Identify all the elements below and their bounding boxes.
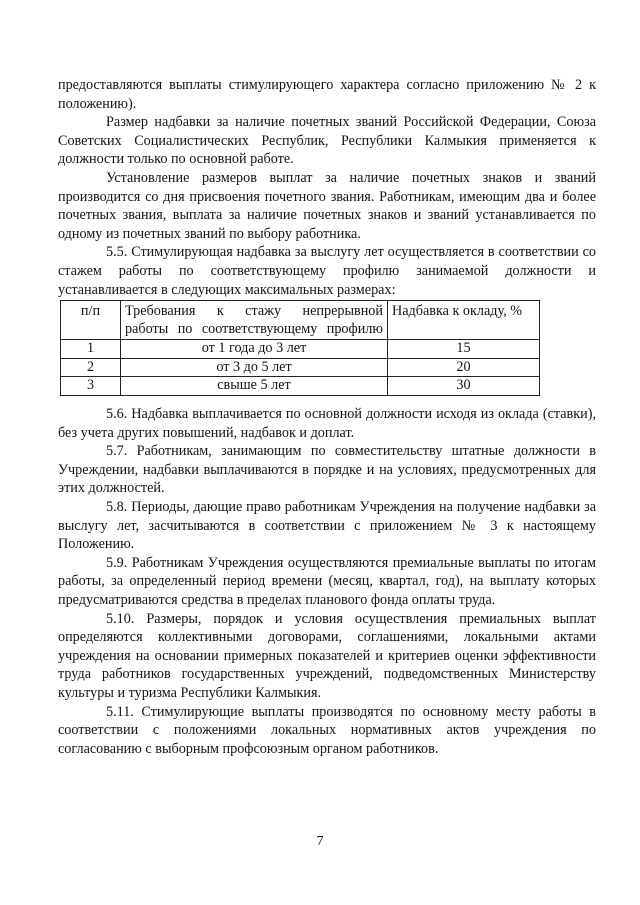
paragraph-honorary-titles-payment: Установление размеров выплат за наличие почетных знаков и званий производится со дня присвоения почетного звания. Работникам, имеющим два и более почетных звания, выплата за наличие почетных знаков и званий устанавливается по одному из почетных званий по выбору работника. [58, 169, 596, 242]
page-number: 7 [316, 834, 324, 849]
row-number: 3 [61, 377, 121, 396]
row-number: 2 [61, 358, 121, 377]
row-bonus: 20 [388, 358, 540, 377]
paragraph-5-5-seniority-bonus: 5.5. Стимулирующая надбавка за выслугу лет осуществляется в соответствии со стажем работы по соответствующему профилю занимаемой должности и устанавливается в следующих максимальных размерах: [58, 244, 596, 298]
table-row [61, 377, 540, 396]
paragraph-honorary-titles-bonus: Размер надбавки за наличие почетных званий Российской Федерации, Союза Советских Социалистических Республик, Республики Калмыкия применяется к должности только по основной работе. [58, 114, 596, 168]
paragraph-5-6: 5.6. Надбавка выплачивается по основной должности исходя из оклада (ставки), без учета других повышений, надбавок и доплат. [58, 406, 596, 441]
bottom-text-block [58, 405, 596, 758]
row-bonus: 15 [388, 340, 540, 359]
paragraph-5-7: 5.7. Работникам, занимающим по совместительству штатные должности в Учреждении, надбавки выплачиваются в порядке и на условиях, предусмотренных для этих должностей. [58, 443, 596, 497]
table-header-row [61, 301, 540, 340]
row-requirement: свыше 5 лет [121, 377, 388, 396]
paragraph-5-8: 5.8. Периоды, дающие право работникам Учреждения на получение надбавки за выслугу лет, засчитываются в соответствии с приложением № 3 к настоящему Положению. [58, 498, 596, 553]
header-bonus-percent: Надбавка к окладу, % [388, 301, 540, 340]
row-number: 1 [61, 340, 121, 359]
seniority-bonus-table [60, 300, 540, 396]
table-row [61, 340, 540, 359]
row-requirement: от 3 до 5 лет [121, 358, 388, 377]
row-requirement: от 1 года до 3 лет [121, 340, 388, 359]
table-row [61, 358, 540, 377]
row-bonus: 30 [388, 377, 540, 396]
top-text-block [58, 76, 596, 299]
paragraph-5-10: 5.10. Размеры, порядок и условия осуществления премиальных выплат определяются коллективными договорами, соглашениями, локальными актами учреждения на основании примерных показателей и критериев оценки эффективности труда работников государственных учреждений, подведомственных Министерству культуры и туризма Республики Калмыкия. [58, 610, 596, 701]
header-requirement [121, 301, 388, 340]
paragraph-5-11: 5.11. Стимулирующие выплаты производятся по основному месту работы в соответствии с положениями локальных нормативных актов учреждения по согласованию с выборным профсоюзным органом работников. [58, 703, 596, 757]
header-requirement-line2: работы по соответствующему профилю [125, 320, 383, 337]
header-requirement-line1: Требования к стажу непрерывной [125, 303, 383, 319]
header-number: п/п [61, 301, 121, 340]
paragraph-5-9: 5.9. Работникам Учреждения осуществляются премиальные выплаты по итогам работы, за определенный период времени (месяц, квартал, год), на выплату которых предусматриваются средства в пределах планового фонда оплаты труда. [58, 554, 596, 608]
paragraph-continuation: предоставляются выплаты стимулирующего характера согласно приложению № 2 к положению). [58, 77, 596, 112]
